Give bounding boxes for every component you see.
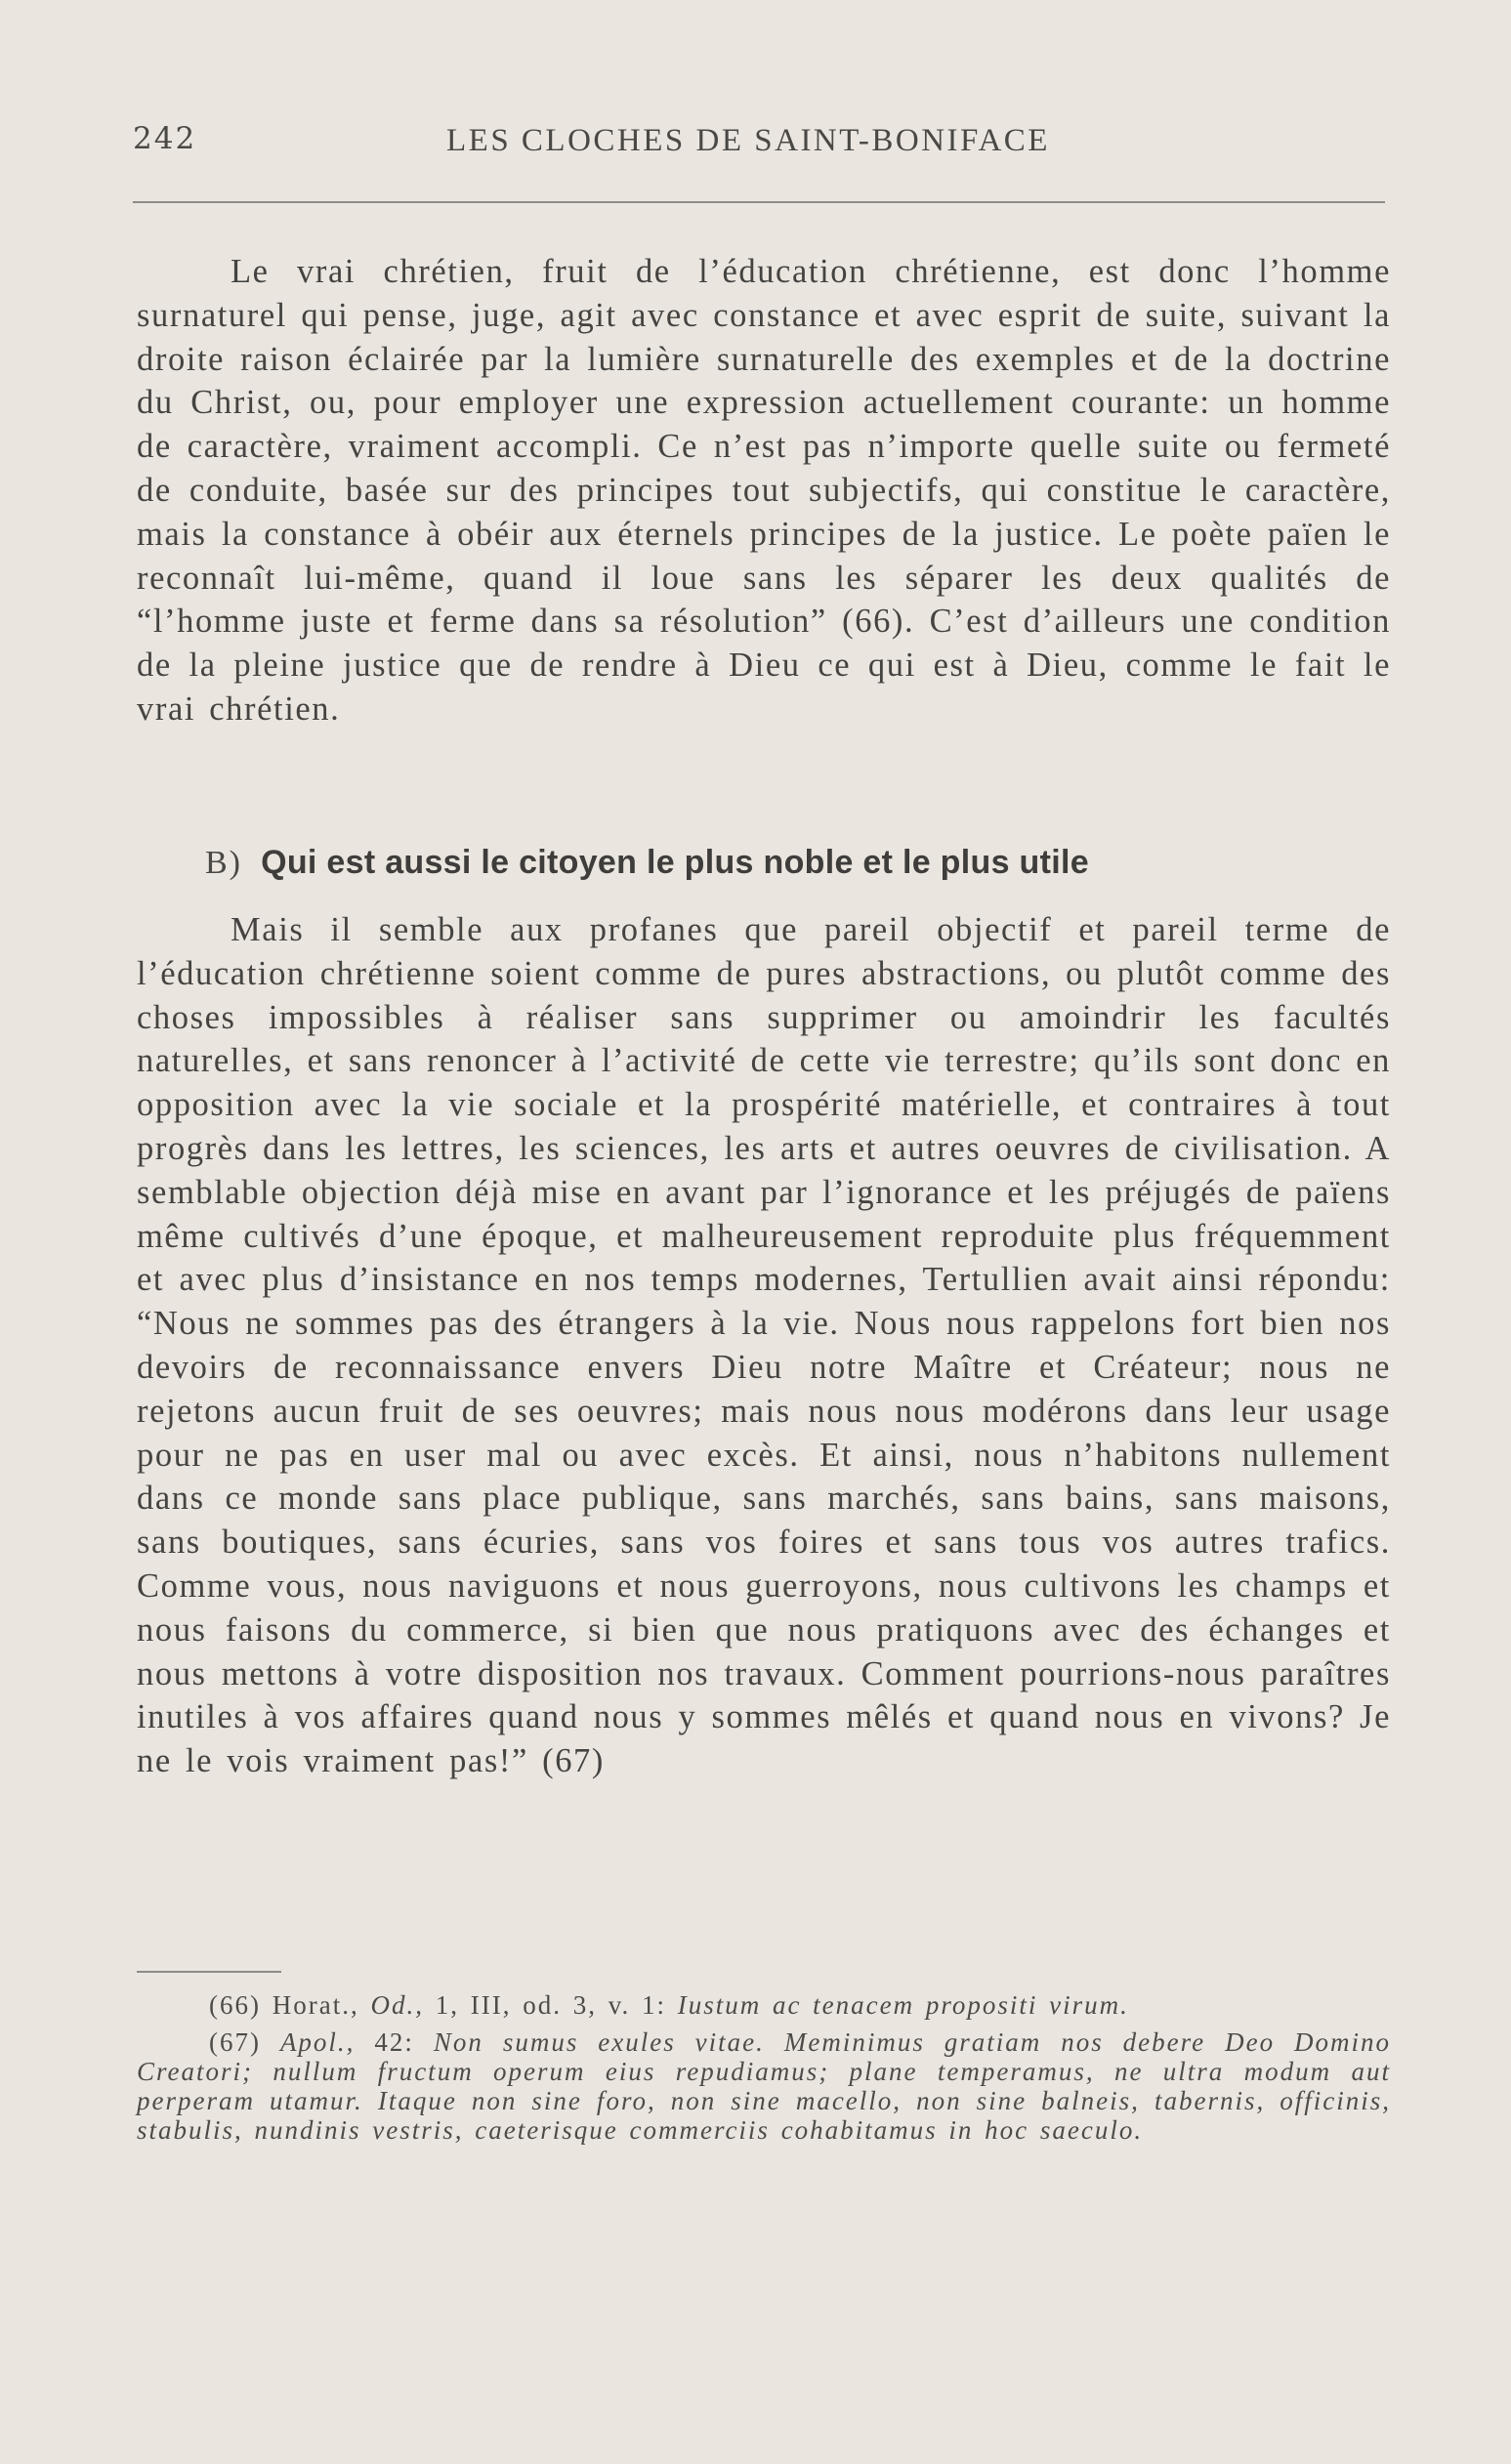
footnote-rule — [137, 1971, 281, 1973]
footnote-66 — [137, 1990, 1391, 2020]
footnote-67 — [137, 2027, 1391, 2145]
running-title: LES CLOCHES DE SAINT-BONIFACE — [446, 123, 1050, 158]
section-marker: B) — [205, 845, 242, 881]
footnotes — [137, 1990, 1391, 2152]
footnote-label: (67) — [209, 2027, 261, 2057]
body-text-first — [137, 250, 1391, 731]
footnote-author: Horat., — [272, 1990, 359, 2020]
section-title: Qui est aussi le citoyen le plus noble et le plus utile — [261, 844, 1089, 881]
header-rule — [133, 201, 1385, 203]
running-head — [133, 121, 1385, 164]
footnote-quote: Non sumus exules vitae. Meminimus gratiam nos debere Deo Domino Creatori; nullum fructum operum eius repudiamus; plane temperamus, ne ultra modum aut perperam utamur. Itaque non sine foro, non sine macello, non sine balneis, tabernis, officinis, stabulis, nundinis vestris, caeterisque commerciis cohabitamus in hoc saeculo. — [137, 2027, 1392, 2145]
footnote-reference: 1, III, od. 3, v. 1: — [435, 1990, 666, 2020]
body-text-second — [137, 908, 1391, 1783]
page-number: 242 — [133, 121, 197, 156]
footnote-work: Od., — [370, 1990, 424, 2020]
footnote-quote: Iustum ac tenacem propositi virum. — [677, 1990, 1129, 2020]
paragraph: Le vrai chrétien, fruit de l’éducation chrétienne, est donc l’homme surnaturel qui pense, juge, agit avec constance et avec esprit de suite, suivant la droite raison éclairée par la lumière surnaturelle des exemples et de la doctrine du Christ, ou, pour employer une expression actuellement courante: un homme de caractère, vraiment accompli. Ce n’est pas n’importe quelle suite ou fermeté de conduite, basée sur des principes tout subjectifs, qui constitue le caractère, mais la constance à obéir aux éternels principes de la justice. Le poète païen le reconnaît lui-même, quand il loue sans les séparer les deux qualités de “l’homme juste et ferme dans sa résolution” (66). C’est d’ailleurs une condition de la pleine justice que de rendre à Dieu ce qui est à Dieu, comme le fait le vrai chrétien. — [137, 253, 1391, 728]
footnote-work: Apol., — [279, 2027, 356, 2057]
footnote-label: (66) — [209, 1990, 261, 2020]
footnote-reference: 42: — [374, 2027, 414, 2057]
section-heading — [205, 844, 1089, 882]
paragraph: Mais il semble aux profanes que pareil objectif et pareil terme de l’éducation chrétienne soient comme de pures abstractions, ou plutôt comme des choses impossibles à réaliser sans supprimer ou amoindrir les facultés naturelles, et sans renoncer à l’activité de cette vie terrestre; qu’ils sont donc en opposition avec la vie sociale et la prospérité matérielle, et contraires à tout progrès dans les lettres, les sciences, les arts et autres oeuvres de civilisation. A semblable objection déjà mise en avant par l’ignorance et les préjugés de païens même cultivés d’une époque, et malheureusement reproduite plus fréquemment et avec plus d’insistance en nos temps modernes, Tertullien avait ainsi répondu: “Nous ne sommes pas des étrangers à la vie. Nous nous rappelons fort bien nos devoirs de reconnaissance envers Dieu notre Maître et Créateur; nous ne rejetons aucun fruit de ses oeuvres; mais nous nous modérons dans leur usage pour ne pas en user mal ou avec excès. Et ainsi, nous n’habitons nullement dans ce monde sans place publique, sans marchés, sans bains, sans maisons, sans boutiques, sans écuries, sans vos foires et sans tous vos autres trafics. Comme vous, nous naviguons et nous guerroyons, nous cultivons les champs et nous faisons du commerce, si bien que nous pratiquons avec des échanges et nous mettons à votre disposition nos travaux. Comment pourrions-nous paraîtres inutiles à vos affaires quand nous y sommes mêlés et quand nous en vivons? Je ne le vois vraiment pas!” (67) — [137, 911, 1391, 1780]
